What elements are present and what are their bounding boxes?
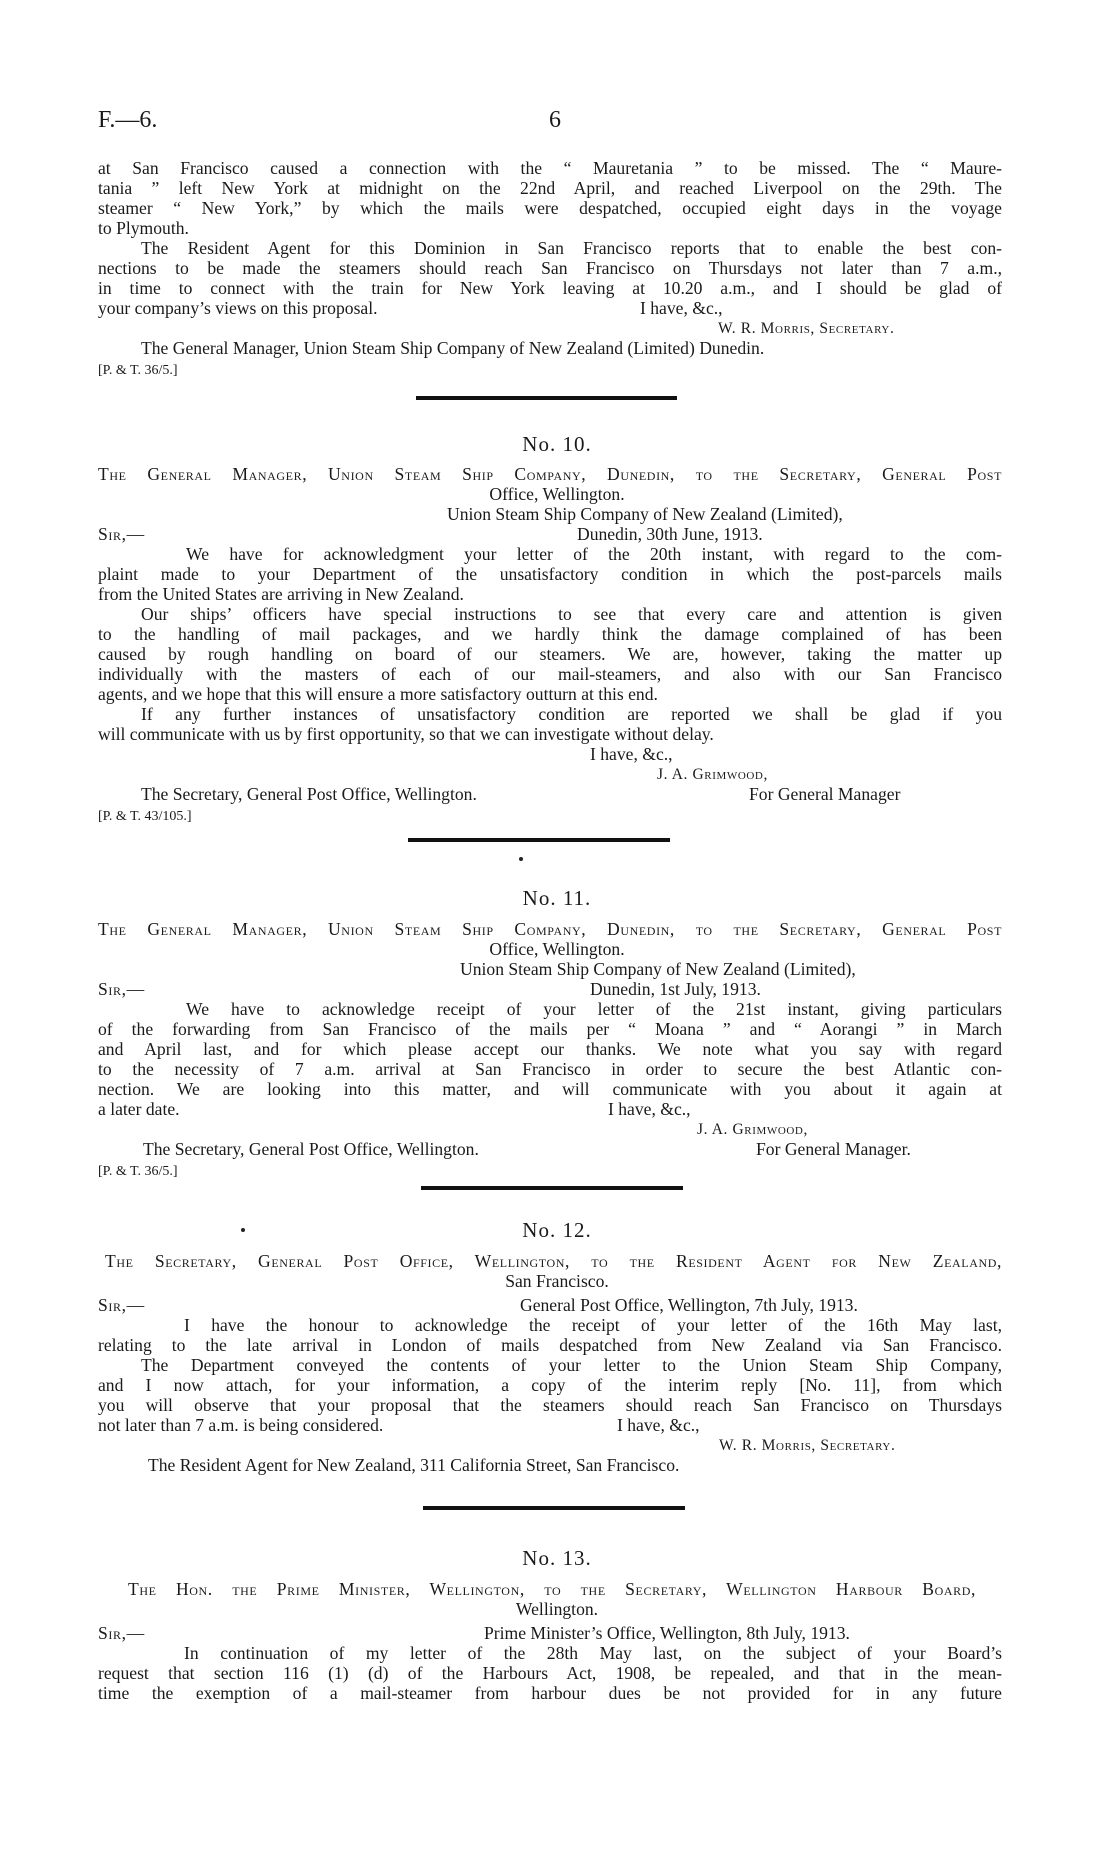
signature: W. R. Morris, Secretary. bbox=[719, 1437, 896, 1454]
body-line: to the necessity of 7 a.m. arrival at San Francisco in order to secure the best Atlantic con- bbox=[98, 1059, 1002, 1079]
letter-date: General Post Office, Wellington, 7th July, 1913. bbox=[520, 1295, 858, 1315]
body-line: In continuation of my letter of the 28th May last, on the subject of your Board’s bbox=[184, 1643, 1002, 1663]
letter-number: No. 12. bbox=[522, 1218, 592, 1242]
addressee: The Resident Agent for New Zealand, 311 California Street, San Francisco. bbox=[148, 1455, 680, 1475]
salutation: Sir,— bbox=[98, 979, 145, 999]
body-line: nection. We are looking into this matter, and will communicate with you about it again at bbox=[98, 1079, 1002, 1099]
body-line: relating to the late arrival in London of mails despatched from New Zealand via San Francisco. bbox=[98, 1335, 1002, 1355]
closing: I have, &c., bbox=[617, 1415, 700, 1435]
letter-heading: Office, Wellington. bbox=[489, 939, 625, 959]
file-reference: [P. & T. 43/105.] bbox=[98, 809, 192, 824]
letter-date: Dunedin, 30th June, 1913. bbox=[577, 524, 763, 544]
section-divider bbox=[421, 1186, 683, 1190]
sender-address: Union Steam Ship Company of New Zealand (Limited), bbox=[447, 504, 843, 524]
letter-heading: The General Manager, Union Steam Ship Company, Dunedin, to the Secretary, General Post bbox=[98, 464, 1002, 484]
ink-speck bbox=[519, 857, 523, 861]
intro-line: to Plymouth. bbox=[98, 218, 189, 238]
body-line: and I now attach, for your information, a copy of the interim reply [No. 11], from which bbox=[98, 1375, 1002, 1395]
signature: W. R. Morris, Secretary. bbox=[718, 320, 895, 337]
body-line: to the handling of mail packages, and we hardly think the damage complained of has been bbox=[98, 624, 1002, 644]
salutation: Sir,— bbox=[98, 1295, 145, 1315]
body-line: of the forwarding from San Francisco of the mails per “ Moana ” and “ Aorangi ” in March bbox=[98, 1019, 1002, 1039]
body-line: agents, and we hope that this will ensure a more satisfactory outturn at this end. bbox=[98, 684, 658, 704]
body-line: The Department conveyed the contents of your letter to the Union Steam Ship Company, bbox=[141, 1355, 1002, 1375]
intro-line: steamer “ New York,” by which the mails were despatched, occupied eight days in the voyage bbox=[98, 198, 1002, 218]
salutation: Sir,— bbox=[98, 1623, 145, 1643]
body-line: I have the honour to acknowledge the receipt of your letter of the 16th May last, bbox=[184, 1315, 1002, 1335]
body-line: request that section 116 (1) (d) of the Harbours Act, 1908, be repealed, and that in the mean- bbox=[98, 1663, 1002, 1683]
file-reference: [P. & T. 36/5.] bbox=[98, 1164, 178, 1179]
body-line: from the United States are arriving in New Zealand. bbox=[98, 584, 464, 604]
letter-heading: Office, Wellington. bbox=[489, 484, 625, 504]
body-line: time the exemption of a mail-steamer from harbour dues be not provided for in any future bbox=[98, 1683, 1002, 1703]
section-divider bbox=[423, 1506, 685, 1510]
addressee: The Secretary, General Post Office, Wellington. bbox=[141, 784, 477, 804]
letter-number: No. 11. bbox=[522, 886, 592, 910]
letter-heading: Wellington. bbox=[515, 1599, 599, 1619]
letter-heading: The General Manager, Union Steam Ship Company, Dunedin, to the Secretary, General Post bbox=[98, 919, 1002, 939]
for-general-manager: For General Manager. bbox=[756, 1139, 911, 1159]
section-divider bbox=[416, 396, 677, 400]
body-line: a later date. bbox=[98, 1099, 180, 1119]
closing: I have, &c., bbox=[608, 1099, 691, 1119]
body-line: individually with the masters of each of our mail-steamers, and also with our San Francisco bbox=[98, 664, 1002, 684]
body-line: Our ships’ officers have special instructions to see that every care and attention is given bbox=[141, 604, 1002, 624]
body-line: If any further instances of unsatisfactory condition are reported we shall be glad if you bbox=[141, 704, 1002, 724]
body-line: not later than 7 a.m. is being considered. bbox=[98, 1415, 384, 1435]
intro-line: at San Francisco caused a connection with the “ Mauretania ” to be missed. The “ Maure- bbox=[98, 158, 1002, 178]
body-line: will communicate with us by first opportunity, so that we can investigate without delay. bbox=[98, 724, 714, 744]
closing: I have, &c., bbox=[590, 744, 673, 764]
letter-date: Prime Minister’s Office, Wellington, 8th July, 1913. bbox=[484, 1623, 850, 1643]
intro-line: nections to be made the steamers should reach San Francisco on Thursdays not later than 7 a.m., bbox=[98, 258, 1002, 278]
signature: J. A. Grimwood, bbox=[657, 766, 768, 783]
letter-heading: The Hon. the Prime Minister, Wellington, to the Secretary, Wellington Harbour Board, bbox=[128, 1579, 976, 1599]
body-line: and April last, and for which please accept our thanks. We note what you say with regard bbox=[98, 1039, 1002, 1059]
salutation: Sir,— bbox=[98, 524, 145, 544]
body-line: We have to acknowledge receipt of your letter of the 21st instant, giving particulars bbox=[186, 999, 1002, 1019]
body-line: We have for acknowledgment your letter of the 20th instant, with regard to the com- bbox=[186, 544, 1002, 564]
signature: J. A. Grimwood, bbox=[697, 1121, 808, 1138]
closing: I have, &c., bbox=[640, 298, 723, 318]
intro-line: your company’s views on this proposal. bbox=[98, 298, 378, 318]
letter-date: Dunedin, 1st July, 1913. bbox=[590, 979, 761, 999]
intro-line: The Resident Agent for this Dominion in San Francisco reports that to enable the best con- bbox=[141, 238, 1002, 258]
body-line: caused by rough handling on board of our steamers. We are, however, taking the matter up bbox=[98, 644, 1002, 664]
page-number: 6 bbox=[549, 107, 561, 133]
addressee: The General Manager, Union Steam Ship Company of New Zealand (Limited) Dunedin. bbox=[141, 338, 765, 358]
letter-number: No. 10. bbox=[522, 432, 592, 456]
addressee: The Secretary, General Post Office, Wellington. bbox=[143, 1139, 479, 1159]
section-divider bbox=[408, 838, 670, 842]
for-general-manager: For General Manager bbox=[749, 784, 901, 804]
body-line: plaint made to your Department of the unsatisfactory condition in which the post-parcels mails bbox=[98, 564, 1002, 584]
letter-heading: San Francisco. bbox=[505, 1271, 609, 1291]
intro-line: tania ” left New York at midnight on the 22nd April, and reached Liverpool on the 29th. The bbox=[98, 178, 1002, 198]
body-line: you will observe that your proposal that the steamers should reach San Francisco on Thursdays bbox=[98, 1395, 1002, 1415]
intro-line: in time to connect with the train for New York leaving at 10.20 a.m., and I should be glad of bbox=[98, 278, 1002, 298]
file-reference: [P. & T. 36/5.] bbox=[98, 363, 178, 378]
letter-heading: The Secretary, General Post Office, Wellington, to the Resident Agent for New Zealand, bbox=[105, 1251, 1002, 1271]
sender-address: Union Steam Ship Company of New Zealand (Limited), bbox=[460, 959, 856, 979]
letter-number: No. 13. bbox=[522, 1546, 592, 1570]
document-code: F.—6. bbox=[98, 107, 158, 133]
